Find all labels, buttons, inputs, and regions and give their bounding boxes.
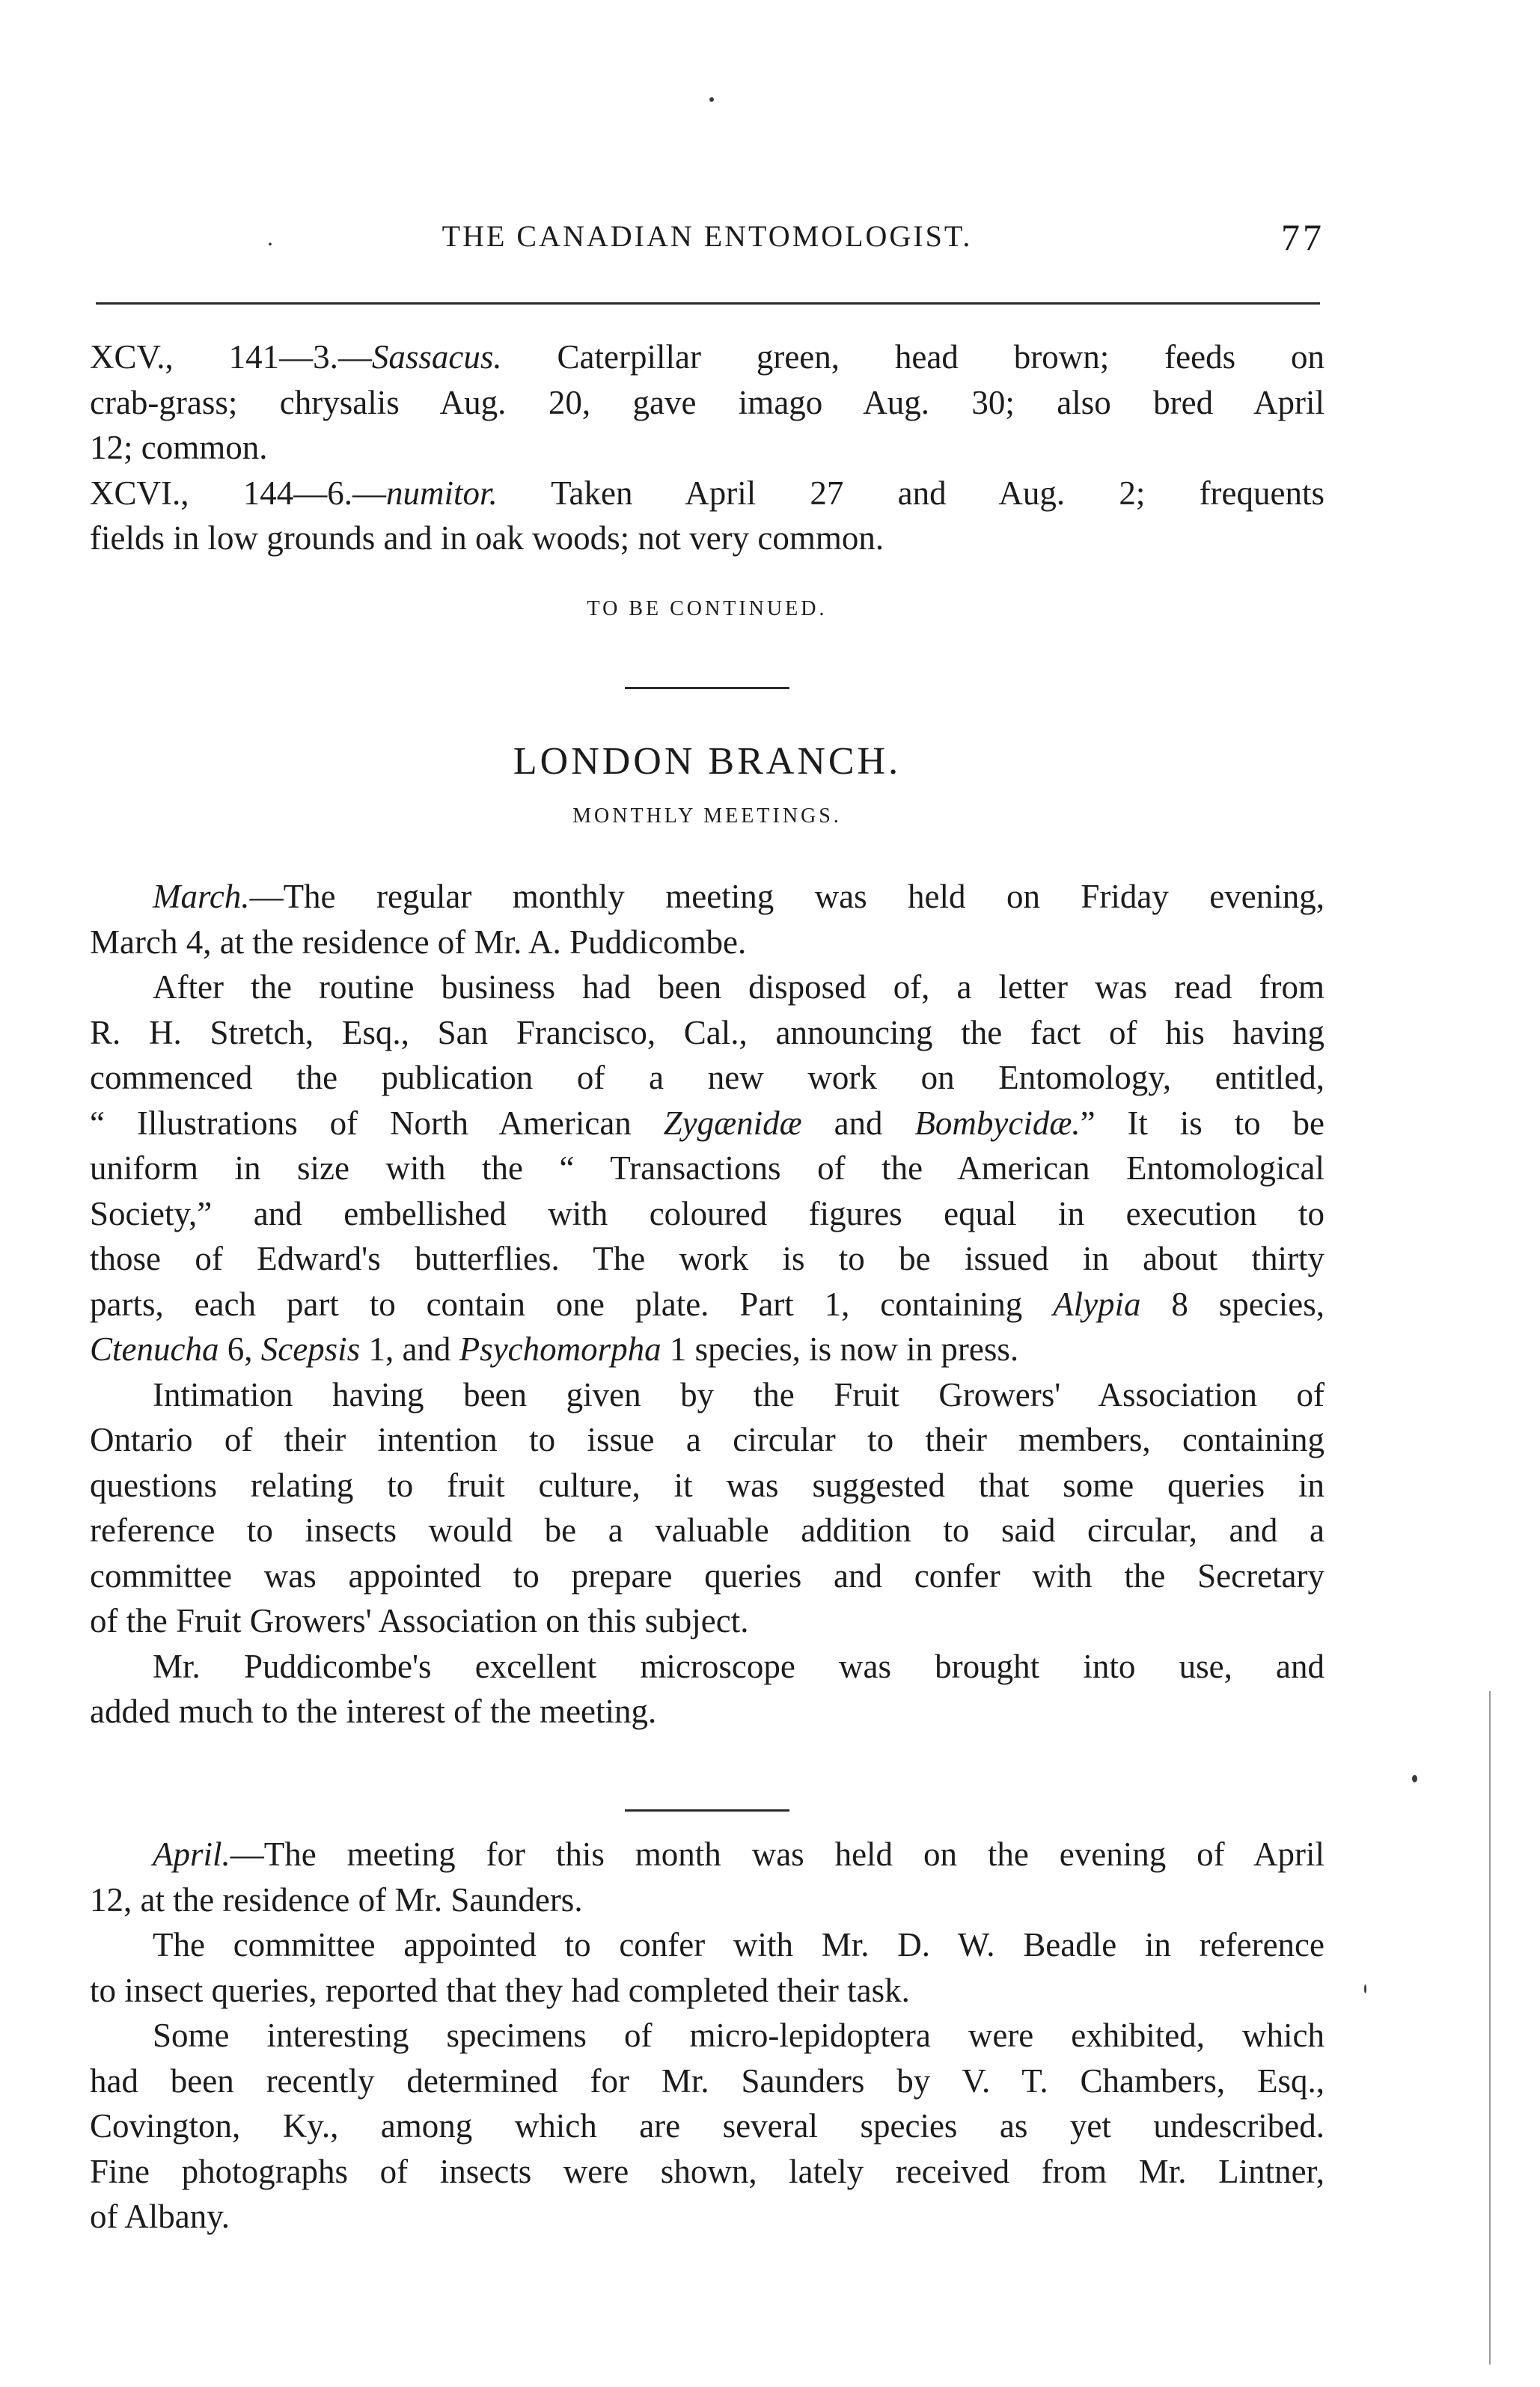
paragraph-text: of Albany.: [90, 2198, 230, 2235]
paragraph: [90, 2013, 1324, 2240]
paragraph-text: questions relating to fruit culture, it was suggested that some queries in: [90, 1466, 1324, 1504]
paragraph-text: “ Illustrations of North American: [90, 1104, 664, 1142]
species-entry: [90, 334, 1324, 471]
species-name: Sassacus.: [371, 338, 502, 376]
paragraph: [90, 1922, 1324, 2013]
paragraph-text: 1 species, is now in press.: [661, 1330, 1019, 1368]
entry-number: XCV., 141—3.—: [90, 338, 372, 376]
april-report: [90, 1832, 1324, 2240]
entry-text: 12; common.: [90, 429, 268, 466]
paragraph-text: After the routine business had been disposed of, a letter was read from: [153, 968, 1324, 1006]
paragraph-text: Society,” and embellished with coloured figures equal in execution to: [90, 1194, 1324, 1232]
paragraph-text: uniform in size with the “ Transactions of the American Entomological: [90, 1149, 1324, 1187]
scan-speck: [1364, 1984, 1366, 1993]
month-label: March.: [153, 878, 250, 915]
taxon-name: Zygænidæ: [663, 1104, 802, 1142]
paragraph-text: Fine photographs of insects were shown, lately received from Mr. Lintner,: [90, 2152, 1324, 2190]
taxon-name: Ctenucha: [90, 1330, 219, 1368]
paragraph-text: had been recently determined for Mr. Saunders by V. T. Chambers, Esq.,: [90, 2062, 1324, 2100]
section-divider: [625, 687, 789, 689]
section-divider: [625, 1809, 789, 1812]
paragraph-text: reference to insects would be a valuable addition to said circular, and a: [90, 1512, 1324, 1549]
section-title: LONDON BRANCH.: [513, 740, 902, 783]
paragraph-text: and: [801, 1104, 915, 1142]
paragraph-text: Mr. Puddicombe's excellent microscope was brought into use, and: [153, 1647, 1324, 1685]
paragraph-text: to insect queries, reported that they had completed their task.: [90, 1971, 910, 2009]
paragraph-text: The committee appointed to confer with Mr. D. W. Beadle in reference: [153, 1926, 1324, 1963]
paragraph: [90, 965, 1324, 1372]
paragraph-text: Intimation having been given by the Fruit Growers' Association of: [153, 1375, 1324, 1413]
header-rule: [96, 302, 1320, 305]
running-head: [90, 218, 1324, 263]
paragraph-text: —The meeting for this month was held on the evening of April: [230, 1836, 1324, 1873]
bullet-mark: ·: [266, 232, 274, 257]
journal-title: THE CANADIAN ENTOMOLOGIST.: [441, 219, 973, 253]
paragraph: [90, 874, 1324, 965]
paragraph-text: 8 species,: [1140, 1285, 1324, 1323]
taxon-name: Scepsis: [260, 1330, 361, 1368]
paragraph-text: committee was appointed to prepare queries and confer with the Secretary: [90, 1556, 1324, 1595]
month-label: April.: [153, 1836, 230, 1873]
page-number: 77: [1281, 216, 1324, 258]
entry-text: Taken April 27 and Aug. 2; frequents: [497, 474, 1325, 512]
entry-text: fields in low grounds and in oak woods; not very common.: [90, 519, 884, 557]
scan-speck: [709, 97, 714, 102]
paragraph-text: R. H. Stretch, Esq., San Francisco, Cal., announcing the fact of his having: [90, 1013, 1324, 1051]
taxon-name: Psychomorpha: [459, 1330, 661, 1368]
scan-speck: [1412, 1775, 1417, 1782]
paragraph-text: —The regular monthly meeting was held on Friday evening,: [249, 878, 1324, 915]
species-list: [90, 334, 1324, 561]
paragraph-text: of the Fruit Growers' Association on this subject.: [90, 1602, 749, 1639]
paragraph-text: Ontario of their intention to issue a circular to their members, containing: [90, 1421, 1324, 1458]
paragraph-text: ” It is to be: [1080, 1104, 1324, 1142]
paragraph: [90, 1372, 1324, 1644]
paragraph: [90, 1832, 1324, 1922]
entry-text: crab-grass; chrysalis Aug. 20, gave imago Aug. 30; also bred April: [90, 383, 1324, 421]
paragraph-text: 12, at the residence of Mr. Saunders.: [90, 1880, 583, 1919]
entry-number: XCVI., 144—6.—: [90, 474, 386, 512]
paragraph-text: commenced the publication of a new work on Entomology, entitled,: [90, 1059, 1324, 1096]
section-subtitle: MONTHLY MEETINGS.: [572, 804, 842, 828]
paragraph-text: added much to the interest of the meeting.: [90, 1693, 657, 1730]
taxon-name: Bombycidæ.: [914, 1104, 1081, 1142]
march-report: [90, 874, 1324, 1735]
paragraph-text: 1, and: [360, 1330, 459, 1368]
paragraph-text: March 4, at the residence of Mr. A. Puddicombe.: [90, 923, 747, 961]
taxon-name: Alypia: [1053, 1285, 1141, 1323]
species-entry: [90, 471, 1324, 561]
paragraph-text: Some interesting specimens of micro-lepidoptera were exhibited, which: [153, 2017, 1324, 2054]
to-be-continued: TO BE CONTINUED.: [587, 597, 828, 620]
paragraph: [90, 1644, 1324, 1735]
paragraph-text: 6,: [219, 1330, 261, 1368]
scan-margin-line: [1489, 1691, 1491, 2365]
paragraph-text: those of Edward's butterflies. The work is to be issued in about thirty: [90, 1240, 1324, 1277]
paragraph-text: Covington, Ky., among which are several species as yet undescribed.: [90, 2107, 1324, 2145]
species-name: numitor.: [385, 474, 498, 512]
entry-text: Caterpillar green, head brown; feeds on: [501, 338, 1324, 376]
paragraph-text: parts, each part to contain one plate. Part 1, containing: [90, 1285, 1054, 1323]
